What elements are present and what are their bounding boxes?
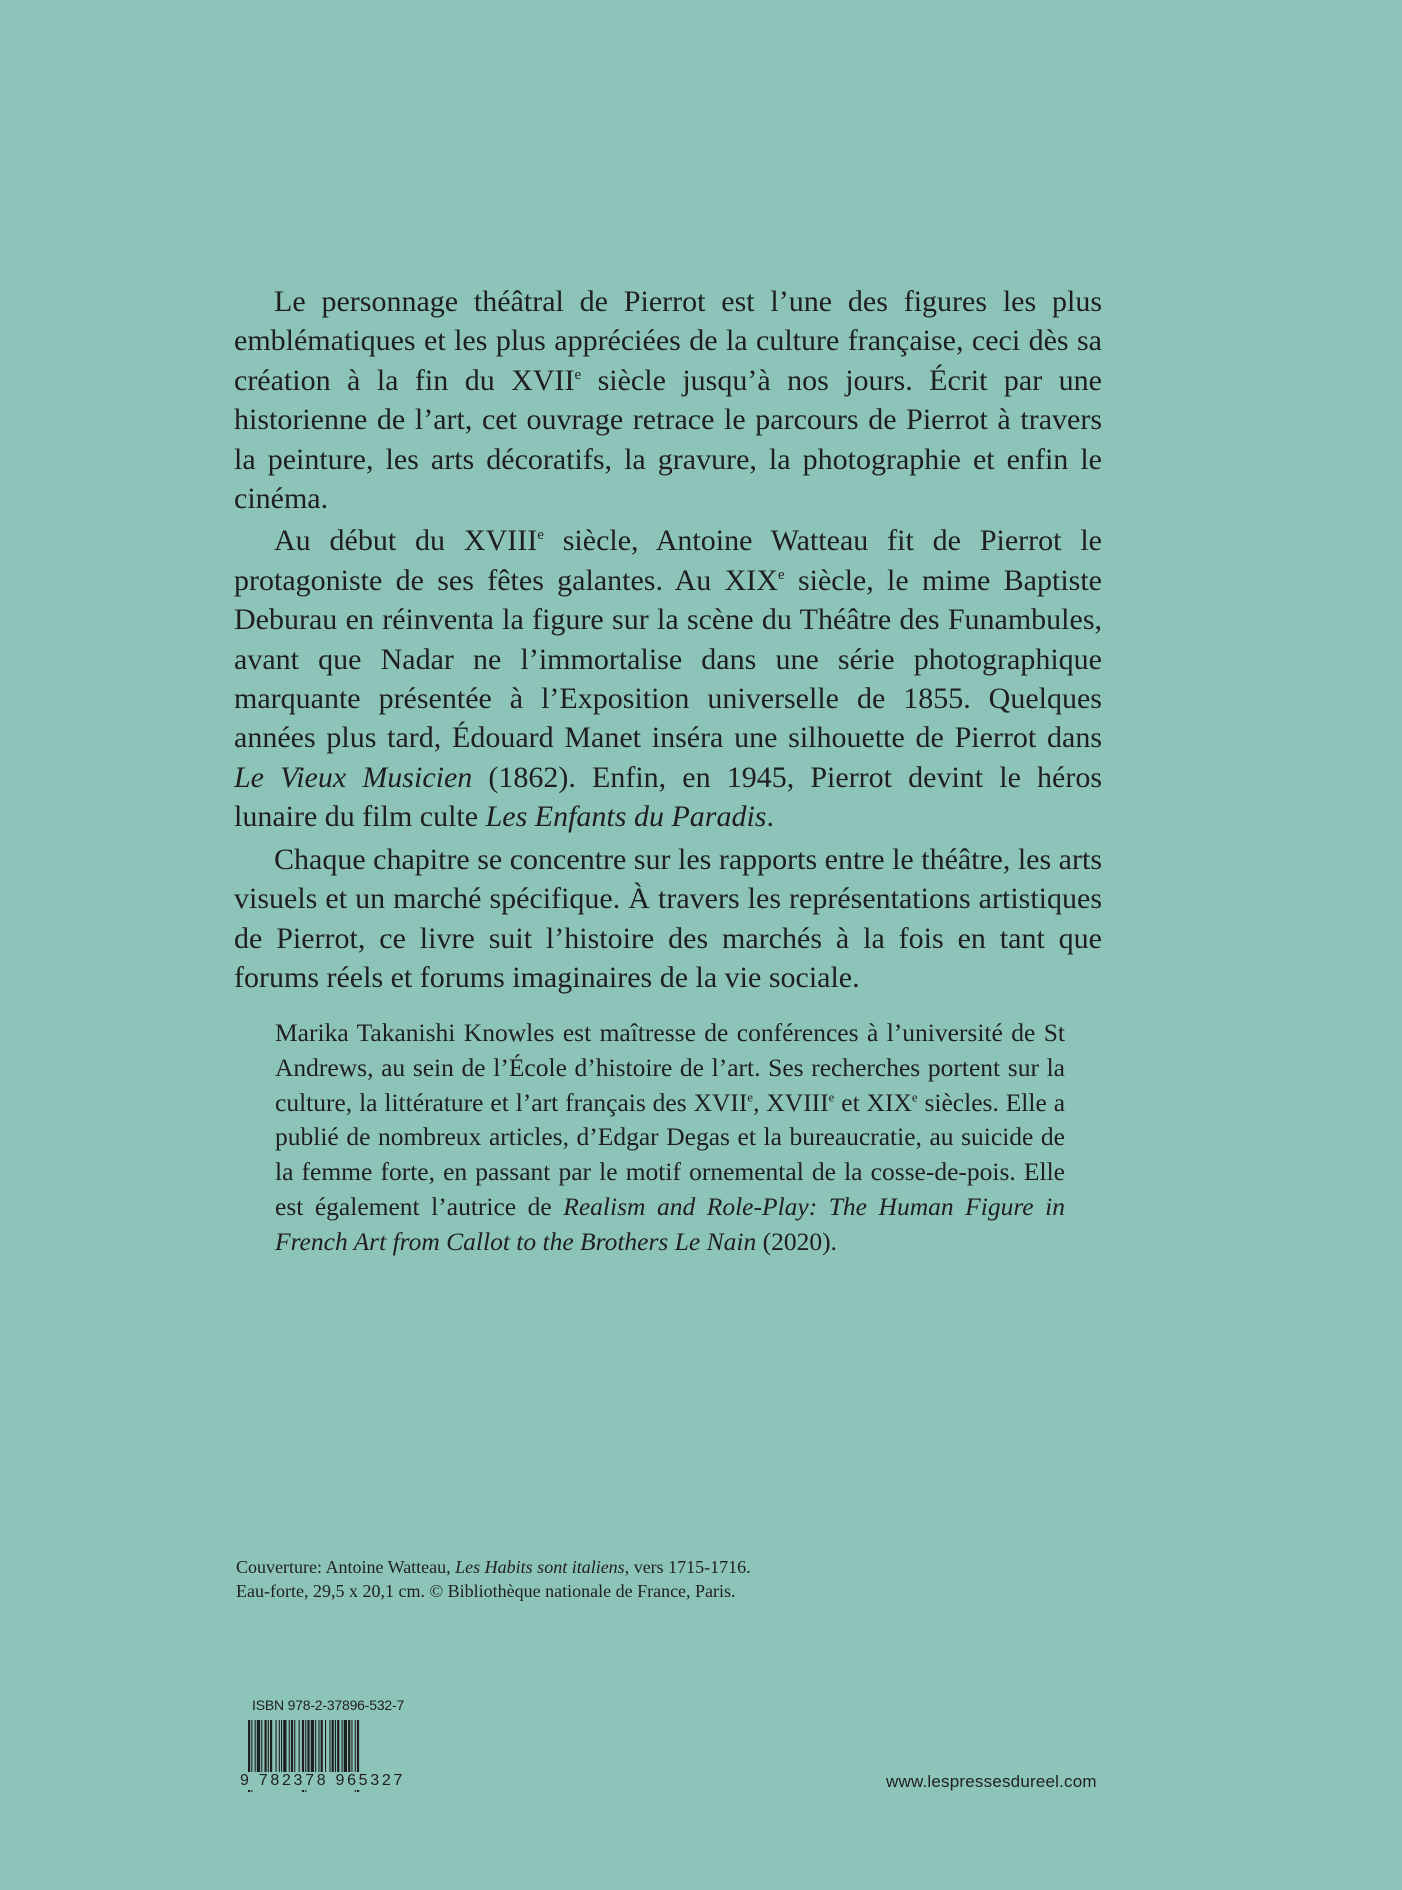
barcode-bar xyxy=(279,1720,280,1778)
barcode-bar xyxy=(261,1720,262,1778)
barcode-bar xyxy=(321,1720,323,1778)
barcode-bar xyxy=(315,1720,316,1778)
barcode-bar xyxy=(332,1720,334,1778)
barcode-bar xyxy=(344,1720,347,1778)
cover-credit-line-1: Couverture: Antoine Watteau, Les Habits sont italiens, vers 1715-1716. xyxy=(236,1557,751,1577)
barcode-bar xyxy=(307,1720,309,1778)
barcode-bar xyxy=(255,1720,256,1778)
barcode-bar xyxy=(270,1720,272,1778)
barcode-digits: 9 782378 965327 xyxy=(240,1772,406,1789)
cover-credit-line-2: Eau-forte, 29,5 x 20,1 cm. © Bibliothèque nationale de France, Paris. xyxy=(236,1580,736,1601)
barcode-bar xyxy=(257,1720,260,1778)
barcode-bar xyxy=(276,1720,277,1778)
isbn-label: ISBN 978-2-37896-532-7 xyxy=(252,1697,405,1713)
artwork-title: Le Vieux Musicien xyxy=(234,760,473,794)
publisher-website: www.lespressesdureel.com xyxy=(886,1772,1097,1791)
barcode-bar xyxy=(348,1720,350,1778)
barcode-bar xyxy=(318,1720,319,1778)
barcode-bar xyxy=(342,1720,343,1778)
author-bio-paragraph: Marika Takanishi Knowles est maîtresse de conférences à l’université de St Andrews, au sein de l’École d’histoire de l’art. Ses recherches portent sur la culture, la littérature et l’art français des XVIIe, XVIIIe et XIXe siècles. Elle a publié de nombreux articles, d’Edgar Degas et la bureaucratie, au suicide de la femme forte, en passant par le motif ornemental de la cosse-de-pois. Elle est également l’autrice de Realism and Role-Play: The Human Figure in French Art from Callot to the Brothers Le Nain (2020). xyxy=(275,1018,1066,1256)
barcode-bar xyxy=(311,1720,314,1778)
barcode-bar xyxy=(268,1720,269,1778)
cover-work-title: Les Habits sont italiens xyxy=(455,1557,625,1577)
description-paragraph-3: Chaque chapitre se concentre sur les rapports entre le théâtre, les arts visuels et un marché spécifique. À travers les représentations artistiques de Pierrot, ce livre suit l’histoire des marchés à la fois en tant que forums réels et forums imaginaires de la vie sociale. xyxy=(234,842,1102,994)
barcode-bar xyxy=(289,1720,290,1778)
barcode-bar xyxy=(291,1720,293,1778)
description-paragraph-2: Au début du XVIIIe siècle, Antoine Watteau fit de Pierrot le protagoniste de ses fêtes galantes. Au XIXe siècle, le mime Baptiste Deburau en réinventa la figure sur la scène du Théâtre des Funambules, avant que Nadar ne l’immortalise dans une série photographique marquante présentée à l’Exposition universelle de 1855. Quelques années plus tard, Édouard Manet inséra une silhouette de Pierrot dans Le Vieux Musicien (1862). Enfin, en 1945, Pierrot devint le héros lunaire du film culte Les Enfants du Paradis. xyxy=(234,524,1102,834)
barcode-bar xyxy=(337,1720,339,1778)
barcode-bar xyxy=(294,1720,295,1778)
author-book-title: Realism and Role-Play: The Human Figure in French Art from Callot to the Brothers Le Nain xyxy=(275,1191,1065,1256)
barcode-bar xyxy=(299,1720,300,1778)
author-bio xyxy=(275,1016,1065,1260)
book-description xyxy=(234,282,1102,1000)
cover-credit xyxy=(236,1556,836,1603)
barcode-bar xyxy=(329,1720,330,1778)
barcode-bar xyxy=(351,1720,352,1778)
barcode-bar xyxy=(335,1720,336,1778)
barcode-bar xyxy=(265,1720,267,1778)
barcode-bar xyxy=(281,1720,282,1778)
barcode-bar xyxy=(325,1720,326,1778)
description-paragraph-1: Le personnage théâtral de Pierrot est l’une des figures les plus emblématiques et les plus appréciées de la culture française, ceci dès sa création à la fin du XVIIe siècle jusqu’à nos jours. Écrit par une historienne de l’art, cet ouvrage retrace le parcours de Pierrot à travers la peinture, les arts décoratifs, la gravure, la photographie et enfin le cinéma. xyxy=(234,285,1102,516)
film-title: Les Enfants du Paradis xyxy=(485,800,767,834)
barcode-bar xyxy=(283,1720,286,1778)
